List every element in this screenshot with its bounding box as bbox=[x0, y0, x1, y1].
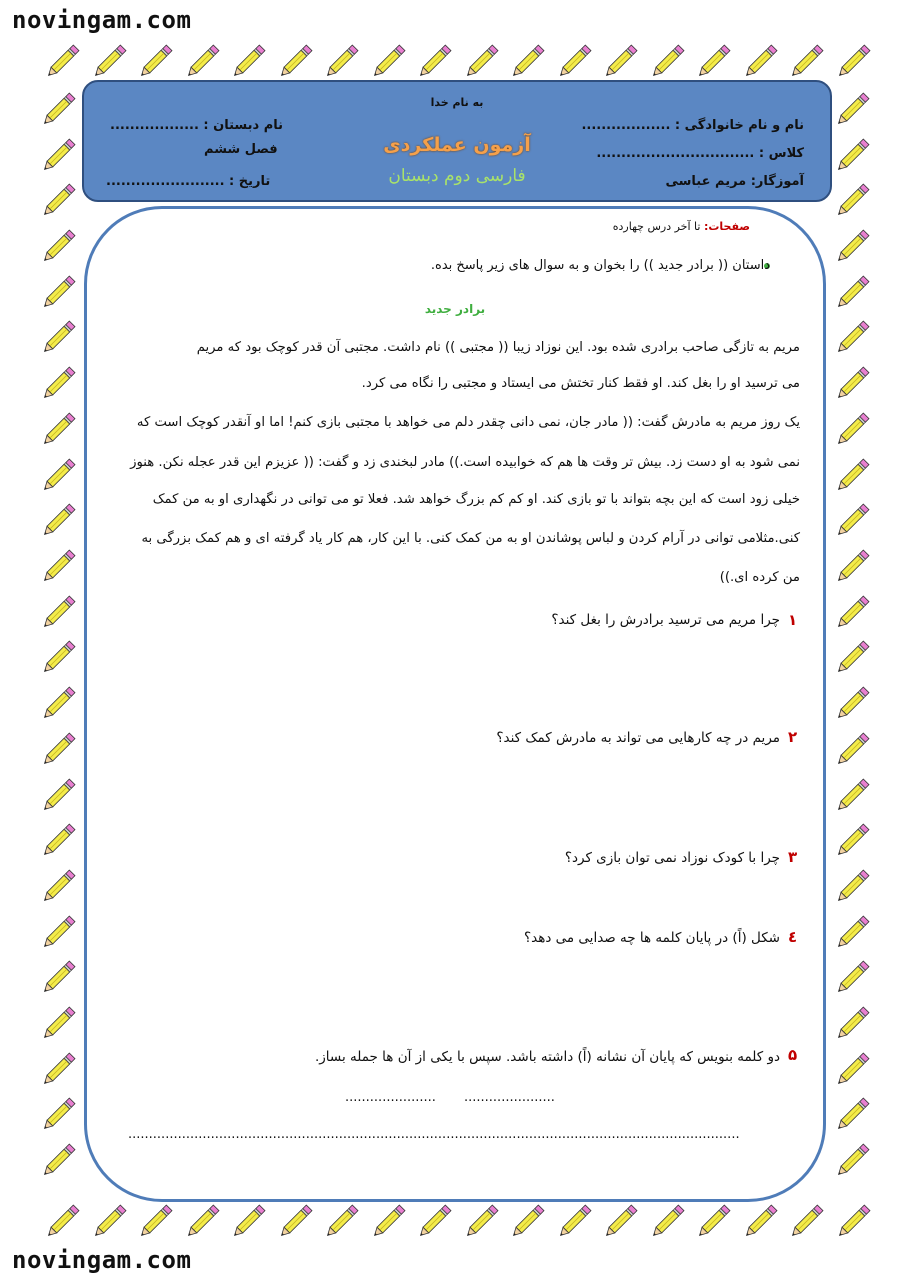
pencil-icon bbox=[830, 865, 874, 909]
pencil-icon bbox=[830, 225, 874, 269]
pencil-icon bbox=[36, 225, 80, 269]
pencil-icon bbox=[36, 911, 80, 955]
pencil-icon bbox=[180, 40, 224, 84]
pencil-icon bbox=[36, 408, 80, 452]
pencil-icon bbox=[830, 1093, 874, 1137]
pencil-icon bbox=[691, 40, 735, 84]
pencil-icon bbox=[459, 40, 503, 84]
pencil-icon bbox=[366, 1200, 410, 1244]
question-number: ۳ bbox=[788, 848, 798, 866]
pencil-icon bbox=[226, 1200, 270, 1244]
pencil-icon bbox=[830, 499, 874, 543]
class-field: کلاس : ................................ bbox=[596, 146, 804, 161]
pencil-icon bbox=[830, 591, 874, 635]
answer-blank-word1[interactable]: ...................... bbox=[345, 1090, 436, 1105]
pencil-icon bbox=[36, 316, 80, 360]
question-text: شکل (اً) در پایان کلمه ها چه صدایی می دهد؟ bbox=[523, 930, 780, 946]
pencil-icon bbox=[273, 1200, 317, 1244]
pencil-icon bbox=[552, 40, 596, 84]
pencil-icon bbox=[830, 408, 874, 452]
pencil-icon bbox=[36, 1048, 80, 1092]
pencil-icon bbox=[830, 316, 874, 360]
pages-range bbox=[613, 220, 750, 233]
story-line: یک روز مریم به مادرش گفت: (( مادر جان، نمی دانی چقدر دلم می خواهد با مجتبی بازی کنم! اما او آنقدر کوچک است که bbox=[136, 415, 800, 430]
question-number: ۵ bbox=[788, 1046, 798, 1064]
pencil-icon bbox=[36, 728, 80, 772]
pencil-icon bbox=[87, 1200, 131, 1244]
pencil-icon bbox=[133, 1200, 177, 1244]
pencil-icon bbox=[830, 636, 874, 680]
pencil-icon bbox=[830, 1002, 874, 1046]
pencil-icon bbox=[226, 40, 270, 84]
pencil-icon bbox=[40, 1200, 84, 1244]
pencil-icon bbox=[40, 40, 84, 84]
question-text: مریم در چه کارهایی می تواند به مادرش کمک کند؟ bbox=[496, 730, 780, 746]
pencil-icon bbox=[830, 1139, 874, 1183]
pencil-icon bbox=[36, 1093, 80, 1137]
pages-value: تا آخر درس چهارده bbox=[612, 220, 704, 233]
question-number: ۱ bbox=[788, 611, 798, 629]
pencil-icon bbox=[412, 1200, 456, 1244]
pencil-icon bbox=[784, 1200, 828, 1244]
pencil-icon bbox=[691, 1200, 735, 1244]
pencil-icon bbox=[273, 40, 317, 84]
pencil-icon bbox=[412, 40, 456, 84]
answer-blank-word2[interactable]: ...................... bbox=[464, 1090, 555, 1105]
answer-blank-sentence[interactable]: .................................................................................................................................................... bbox=[128, 1127, 740, 1142]
question-number: ٤ bbox=[788, 928, 798, 946]
pencil-icon bbox=[36, 1002, 80, 1046]
pencil-icon bbox=[36, 591, 80, 635]
story-line: می ترسید او را بغل کند. او فقط کنار تختش می ایستاد و مجتبی را نگاه می کرد. bbox=[361, 376, 800, 391]
pencil-icon bbox=[830, 362, 874, 406]
pencil-icon bbox=[133, 40, 177, 84]
pencil-icon bbox=[366, 40, 410, 84]
exam-subtitle: فارسی دوم دبستان bbox=[388, 166, 526, 186]
instruction-text: داستان (( برادر جدید )) را بخوان و به سوال های زیر پاسخ بده. bbox=[430, 258, 770, 273]
pencil-icon bbox=[36, 774, 80, 818]
teacher-name: آموزگار: مریم عباسی bbox=[665, 174, 804, 189]
pencil-icon bbox=[36, 545, 80, 589]
pencil-icon bbox=[830, 956, 874, 1000]
pencil-icon bbox=[36, 682, 80, 726]
story-line: نمی شود به او دست زد. بیش تر وقت ها هم که خوابیده است.)) مادر لبخندی زد و گفت: (( عزیزم این قدر عجله نکن. هنوز bbox=[130, 455, 800, 470]
pencil-icon bbox=[830, 1048, 874, 1092]
pencil-icon bbox=[505, 40, 549, 84]
pencil-icon bbox=[784, 40, 828, 84]
watermark-bottom: novingam.com bbox=[12, 1246, 192, 1274]
bismillah-heading: به نام خدا bbox=[430, 96, 484, 109]
school-name-field: نام دبستان : .................. bbox=[110, 118, 284, 133]
pencil-icon bbox=[36, 454, 80, 498]
pencil-icon bbox=[830, 911, 874, 955]
story-line: من کرده ای.)) bbox=[719, 570, 800, 585]
pencil-icon bbox=[598, 40, 642, 84]
question-text: چرا مریم می ترسید برادرش را بغل کند؟ bbox=[551, 612, 780, 628]
question-text: دو کلمه بنویس که پایان آن نشانه (اً) داشته باشد. سپس با یکی از آن ها جمله بساز. bbox=[315, 1049, 780, 1065]
pencil-icon bbox=[831, 1200, 875, 1244]
date-field: تاریخ : ........................ bbox=[106, 174, 271, 189]
pencil-icon bbox=[830, 728, 874, 772]
pencil-icon bbox=[738, 1200, 782, 1244]
pencil-icon bbox=[36, 134, 80, 178]
pencil-icon bbox=[830, 134, 874, 178]
pencil-icon bbox=[830, 682, 874, 726]
pencil-icon bbox=[738, 40, 782, 84]
pencil-icon bbox=[36, 636, 80, 680]
pencil-icon bbox=[319, 40, 363, 84]
pencil-icon bbox=[319, 1200, 363, 1244]
pencil-icon bbox=[36, 88, 80, 132]
pencil-icon bbox=[830, 819, 874, 863]
pencil-icon bbox=[36, 819, 80, 863]
pencil-icon bbox=[830, 88, 874, 132]
pencil-icon bbox=[36, 865, 80, 909]
pencil-icon bbox=[830, 454, 874, 498]
pencil-icon bbox=[36, 956, 80, 1000]
pencil-icon bbox=[552, 1200, 596, 1244]
pencil-icon bbox=[180, 1200, 224, 1244]
pencil-icon bbox=[830, 774, 874, 818]
pencil-icon bbox=[87, 40, 131, 84]
pages-label: صفحات: bbox=[703, 220, 750, 233]
pencil-icon bbox=[36, 499, 80, 543]
story-line: خیلی زود است که این بچه بتواند با تو بازی کند. او کم کم بزرگ خواهد شد. فعلا تو می توانی در نگهداری او به من کمک bbox=[152, 492, 800, 507]
pencil-icon bbox=[36, 1139, 80, 1183]
pencil-icon bbox=[831, 40, 875, 84]
exam-title: آزمون عملکردی bbox=[383, 134, 531, 156]
pencil-icon bbox=[459, 1200, 503, 1244]
story-title: برادر جدید bbox=[424, 302, 486, 316]
pencil-icon bbox=[598, 1200, 642, 1244]
family-name-field: نام و نام خانوادگی : .................. bbox=[581, 118, 804, 133]
pencil-icon bbox=[830, 545, 874, 589]
pencil-icon bbox=[645, 1200, 689, 1244]
story-line: مریم به تازگی صاحب برادری شده بود. این نوزاد زیبا (( مجتبی )) نام داشت. مجتبی آن قدر کوچک بود که مریم bbox=[196, 340, 800, 355]
question-text: چرا با کودک نوزاد نمی توان بازی کرد؟ bbox=[564, 850, 780, 866]
pencil-icon bbox=[645, 40, 689, 84]
pencil-icon bbox=[36, 362, 80, 406]
pencil-icon bbox=[36, 179, 80, 223]
season-label: فصل ششم bbox=[204, 142, 278, 157]
header-panel bbox=[82, 80, 832, 202]
story-line: کنی.مثلامی توانی در آرام کردن و لباس پوشاندن او به من کمک کنی. با این کار، هم کار یاد گرفته ای و هم کمک بزرگی به bbox=[141, 531, 800, 546]
pencil-icon bbox=[830, 179, 874, 223]
question-number: ۲ bbox=[788, 728, 798, 746]
watermark-top: novingam.com bbox=[12, 6, 192, 34]
pencil-icon bbox=[505, 1200, 549, 1244]
